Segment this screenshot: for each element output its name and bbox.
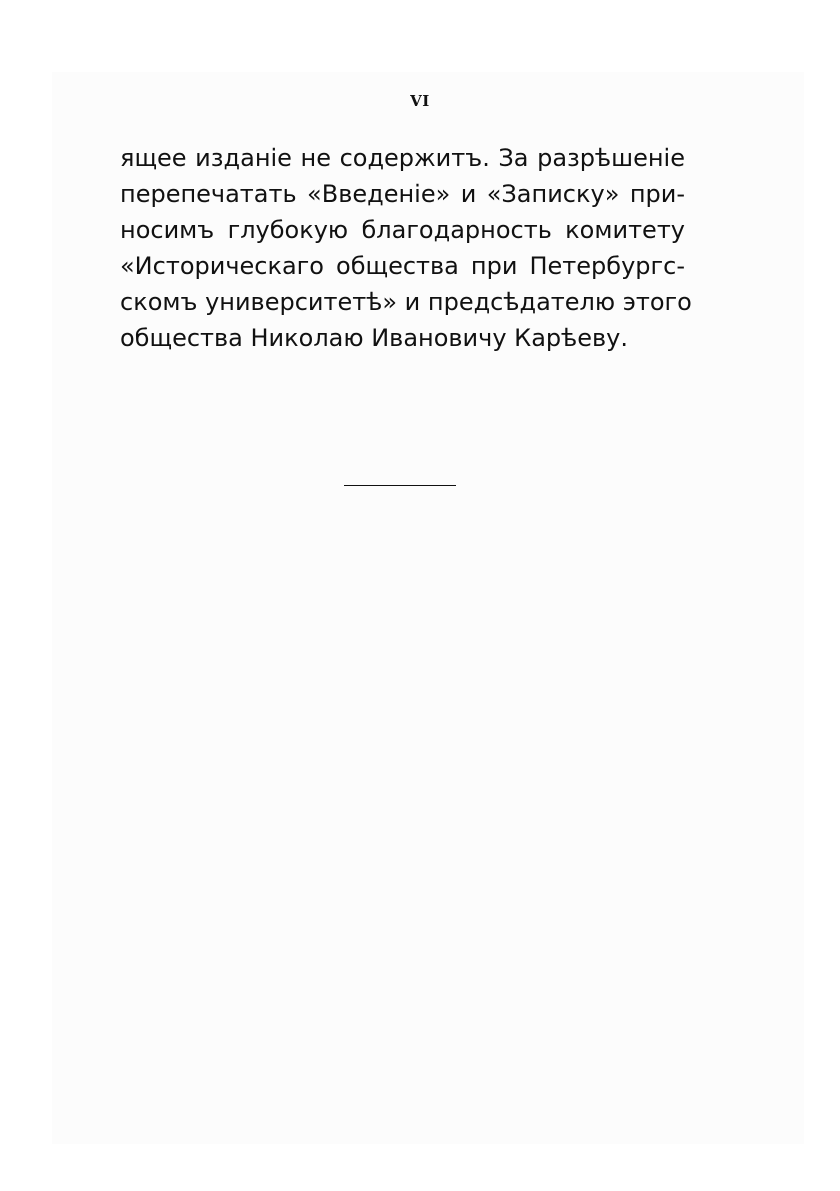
body-text: [120, 140, 692, 356]
text-line: ящее изданіе не содержитъ. За разрѣшеніе: [120, 144, 685, 172]
text-line: скомъ университетѣ» и предсѣдателю этого: [120, 288, 692, 316]
text-line: носимъ глубокую благодарность комитету: [120, 216, 685, 244]
section-divider: [344, 485, 456, 486]
text-line: перепечатать «Введеніе» и «Записку» при-: [120, 180, 685, 208]
text-line: «Историческаго общества при Петербургс-: [120, 252, 685, 280]
text-line: общества Николаю Ивановичу Карѣеву.: [120, 324, 628, 352]
page-number: VI: [410, 92, 430, 110]
